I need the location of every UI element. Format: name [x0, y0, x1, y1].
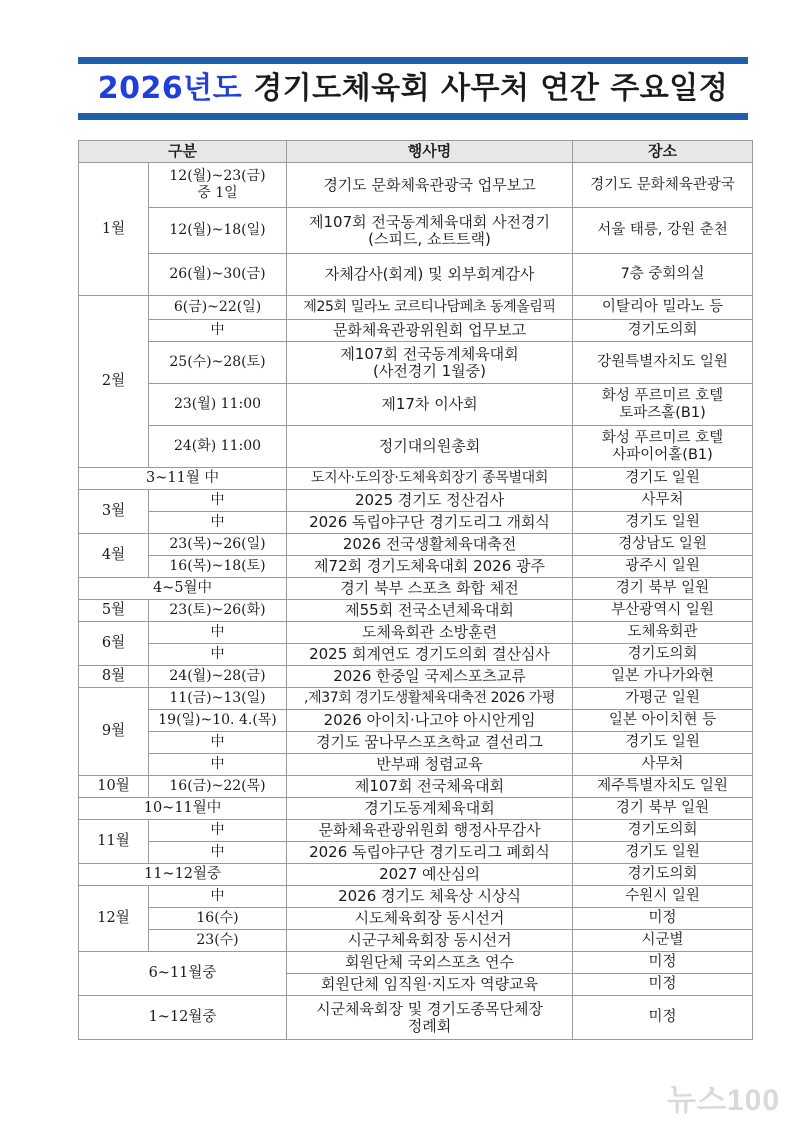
event-cell: 2025 회계연도 경기도의회 결산심사: [287, 644, 573, 666]
date-cell: 中: [149, 842, 287, 864]
event-cell: 제55회 전국소년체육대회: [287, 600, 573, 622]
table-row: [79, 820, 753, 842]
period-cell: 11~12월중: [79, 864, 287, 886]
date-cell: 23(수): [149, 930, 287, 952]
date-cell: 中: [149, 732, 287, 754]
place-cell: 경기도 일원: [573, 842, 753, 864]
place-cell: 제주특별자치도 일원: [573, 776, 753, 798]
period-cell: 10~11월中: [79, 798, 287, 820]
title-year: 2026년도: [97, 71, 243, 106]
place-cell: 사무처: [573, 490, 753, 512]
event-cell: 문화체육관광위원회 업무보고: [287, 320, 573, 342]
period-cell: 3~11월 中: [79, 468, 287, 490]
date-cell: 12(월)~23(금) 중 1일: [149, 163, 287, 208]
place-cell: 화성 푸르미르 호텔 토파즈홀(B1): [573, 384, 753, 426]
place-cell: 경기도 일원: [573, 732, 753, 754]
event-cell: 반부패 청렴교육: [287, 754, 573, 776]
place-cell: 경기도 일원: [573, 468, 753, 490]
table-row: [79, 754, 753, 776]
event-cell: 2026 한중일 국제스포츠교류: [287, 666, 573, 688]
place-cell: 화성 푸르미르 호텔 사파이어홀(B1): [573, 426, 753, 468]
table-row: [79, 930, 753, 952]
event-cell: 2026 경기도 체육상 시상식: [287, 886, 573, 908]
table-row: [79, 842, 753, 864]
place-cell: 경기도의회: [573, 320, 753, 342]
table-row: [79, 644, 753, 666]
place-cell: 이탈리아 밀라노 등: [573, 296, 753, 320]
event-cell: 경기도동계체육대회: [287, 798, 573, 820]
table-row: [79, 534, 753, 556]
period-cell: 1~12월중: [79, 996, 287, 1040]
date-cell: 19(일)~10. 4.(목): [149, 710, 287, 732]
place-cell: 일본 아이치현 등: [573, 710, 753, 732]
event-cell: 2026 전국생활체육대축전: [287, 534, 573, 556]
date-cell: 23(월) 11:00: [149, 384, 287, 426]
date-cell: 中: [149, 622, 287, 644]
month-cell: 11월: [79, 820, 149, 864]
event-cell: 자체감사(회계) 및 외부회계감사: [287, 254, 573, 296]
period-cell: 4~5월中: [79, 578, 287, 600]
table-row: [79, 490, 753, 512]
place-cell: 경기 북부 일원: [573, 798, 753, 820]
event-cell: 제25회 밀라노 코르티나담페초 동계올림픽: [287, 296, 573, 320]
event-cell: 시군체육회장 및 경기도종목단체장 정례회: [287, 996, 573, 1040]
event-cell: 경기 북부 스포츠 화합 체전: [287, 578, 573, 600]
event-cell: 제107회 전국동계체육대회 (사전경기 1월중): [287, 342, 573, 384]
date-cell: 11(금)~13(일): [149, 688, 287, 710]
date-cell: 中: [149, 490, 287, 512]
place-cell: 미정: [573, 996, 753, 1040]
header-category: 구분: [79, 141, 287, 163]
table-row: [79, 296, 753, 320]
date-cell: 中: [149, 512, 287, 534]
event-cell: 회원단체 국외스포츠 연수: [287, 952, 573, 974]
place-cell: 도체육회관: [573, 622, 753, 644]
table-row: [79, 600, 753, 622]
table-row: [79, 666, 753, 688]
place-cell: 서울 태릉, 강원 춘천: [573, 208, 753, 254]
date-cell: 16(수): [149, 908, 287, 930]
event-cell: 경기도 문화체육관광국 업무보고: [287, 163, 573, 208]
table-row: [79, 798, 753, 820]
place-cell: 광주시 일원: [573, 556, 753, 578]
date-cell: 12(월)~18(일): [149, 208, 287, 254]
event-cell: 도지사·도의장·도체육회장기 종목별대회: [287, 468, 573, 490]
date-cell: 23(목)~26(일): [149, 534, 287, 556]
title-text: 경기도체육회 사무처 연간 주요일정: [253, 71, 729, 106]
month-cell: 3월: [79, 490, 149, 534]
event-cell: 제17차 이사회: [287, 384, 573, 426]
date-cell: 23(토)~26(화): [149, 600, 287, 622]
event-cell: 2026 독립야구단 경기도리그 폐회식: [287, 842, 573, 864]
table-row: [79, 556, 753, 578]
month-cell: 4월: [79, 534, 149, 578]
title-top-bar: [78, 57, 748, 64]
date-cell: 中: [149, 820, 287, 842]
table-row: [79, 254, 753, 296]
table-row: [79, 688, 753, 710]
table-row: [79, 384, 753, 426]
table-row: [79, 163, 753, 208]
date-cell: 26(월)~30(금): [149, 254, 287, 296]
table-row: [79, 622, 753, 644]
place-cell: 시군별: [573, 930, 753, 952]
table-row: [79, 886, 753, 908]
event-cell: 도체육회관 소방훈련: [287, 622, 573, 644]
place-cell: 경기도 일원: [573, 512, 753, 534]
event-cell: 2026 아이치·나고야 아시안게임: [287, 710, 573, 732]
place-cell: 사무처: [573, 754, 753, 776]
place-cell: 경기도의회: [573, 864, 753, 886]
title-bottom-bar: [78, 113, 748, 120]
month-cell: 8월: [79, 666, 149, 688]
month-cell: 5월: [79, 600, 149, 622]
month-cell: 1월: [79, 163, 149, 296]
event-cell: 문화체육관광위원회 행정사무감사: [287, 820, 573, 842]
table-row: [79, 320, 753, 342]
news-watermark-logo: 뉴스100: [666, 1084, 780, 1117]
table-row: [79, 908, 753, 930]
place-cell: 7층 중회의실: [573, 254, 753, 296]
date-cell: 中: [149, 754, 287, 776]
event-cell: 정기대의원총회: [287, 426, 573, 468]
table-row: [79, 710, 753, 732]
schedule-table: [78, 140, 753, 1040]
event-cell: 시군구체육회장 동시선거: [287, 930, 573, 952]
event-cell: 2027 예산심의: [287, 864, 573, 886]
table-row: [79, 468, 753, 490]
date-cell: 16(금)~22(목): [149, 776, 287, 798]
place-cell: 경기도 문화체육관광국: [573, 163, 753, 208]
date-cell: 24(월)~28(금): [149, 666, 287, 688]
date-cell: 6(금)~22(일): [149, 296, 287, 320]
event-cell: 회원단체 임직원·지도자 역량교육: [287, 974, 573, 996]
page-title: [78, 66, 748, 112]
place-cell: 미정: [573, 974, 753, 996]
month-cell: 12월: [79, 886, 149, 952]
date-cell: 16(목)~18(토): [149, 556, 287, 578]
period-cell: 6~11월중: [79, 952, 287, 996]
table-header-row: [79, 141, 753, 163]
place-cell: 미정: [573, 952, 753, 974]
event-cell: 제107회 전국체육대회: [287, 776, 573, 798]
event-cell: 제107회 전국동계체육대회 사전경기 (스피드, 쇼트트랙): [287, 208, 573, 254]
month-cell: 9월: [79, 688, 149, 776]
event-cell: ,제37회 경기도생활체육대축전 2026 가평: [287, 688, 573, 710]
place-cell: 경상남도 일원: [573, 534, 753, 556]
table-row: [79, 952, 753, 974]
table-row: [79, 864, 753, 886]
place-cell: 부산광역시 일원: [573, 600, 753, 622]
month-cell: 6월: [79, 622, 149, 666]
event-cell: 시도체육회장 동시선거: [287, 908, 573, 930]
date-cell: 中: [149, 644, 287, 666]
table-row: [79, 732, 753, 754]
date-cell: 24(화) 11:00: [149, 426, 287, 468]
place-cell: 수원시 일원: [573, 886, 753, 908]
date-cell: 25(수)~28(토): [149, 342, 287, 384]
table-row: [79, 342, 753, 384]
place-cell: 경기도의회: [573, 820, 753, 842]
date-cell: 中: [149, 886, 287, 908]
place-cell: 미정: [573, 908, 753, 930]
place-cell: 경기도의회: [573, 644, 753, 666]
month-cell: 2월: [79, 296, 149, 468]
table-row: [79, 996, 753, 1040]
event-cell: 2026 독립야구단 경기도리그 개회식: [287, 512, 573, 534]
date-cell: 中: [149, 320, 287, 342]
header-place: 장소: [573, 141, 753, 163]
place-cell: 강원특별자치도 일원: [573, 342, 753, 384]
table-row: [79, 426, 753, 468]
place-cell: 경기 북부 일원: [573, 578, 753, 600]
event-cell: 제72회 경기도체육대회 2026 광주: [287, 556, 573, 578]
place-cell: 일본 가나가와현: [573, 666, 753, 688]
table-row: [79, 208, 753, 254]
table-row: [79, 512, 753, 534]
event-cell: 경기도 꿈나무스포츠학교 결선리그: [287, 732, 573, 754]
table-row: [79, 578, 753, 600]
event-cell: 2025 경기도 정산검사: [287, 490, 573, 512]
place-cell: 가평군 일원: [573, 688, 753, 710]
month-cell: 10월: [79, 776, 149, 798]
header-event: 행사명: [287, 141, 573, 163]
table-row: [79, 776, 753, 798]
